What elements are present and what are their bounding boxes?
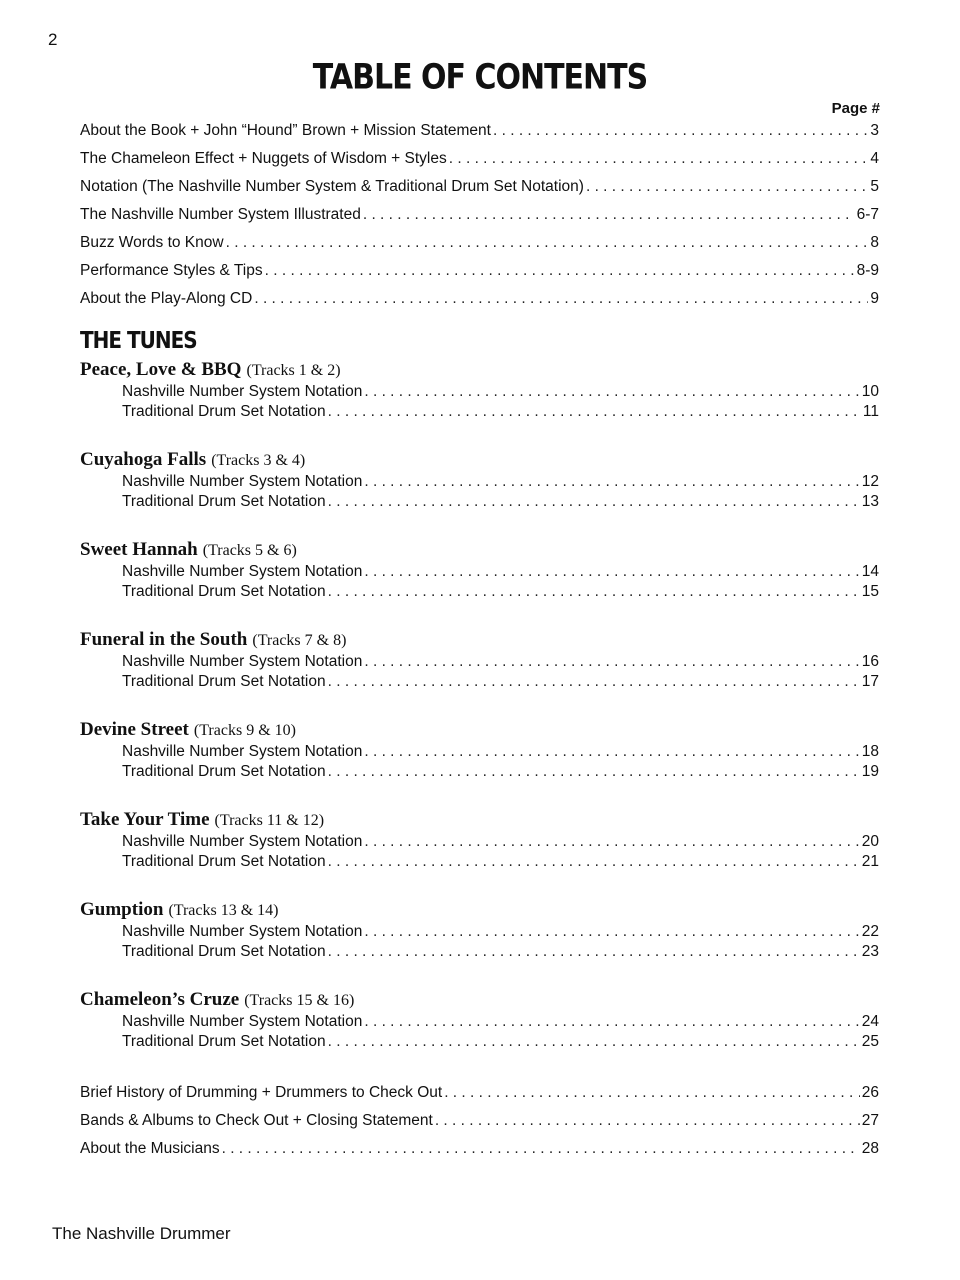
leader-dots [444, 1084, 860, 1102]
toc-entry[interactable] [80, 672, 879, 692]
toc-entry[interactable] [80, 942, 879, 962]
tune-name: Sweet Hannah [80, 539, 198, 560]
toc-entry-label: About the Book + John “Hound” Brown + Mission Statement [80, 122, 491, 139]
leader-dots [328, 402, 861, 422]
tune-name: Take Your Time [80, 809, 210, 830]
toc-entry[interactable] [80, 922, 879, 942]
tunes-section-title: THE TUNES [80, 326, 197, 354]
leader-dots [328, 582, 860, 602]
tune-name: Chameleon’s Cruze [80, 989, 240, 1010]
tune-heading [80, 718, 879, 742]
toc-entry[interactable] [80, 582, 879, 602]
toc-entry-label: Buzz Words to Know [80, 234, 224, 251]
toc-entry-page: 15 [861, 583, 879, 600]
tune-tracks: (Tracks 1 & 2) [246, 362, 341, 379]
tune-tracks: (Tracks 15 & 16) [244, 992, 355, 1009]
leader-dots [449, 150, 869, 168]
tune-heading [80, 808, 879, 832]
toc-entry[interactable] [80, 492, 879, 512]
tune-heading [80, 448, 879, 472]
toc-entry-page: 12 [861, 473, 879, 490]
toc-entry-page: 6-7 [856, 206, 879, 223]
leader-dots [226, 234, 869, 252]
toc-entry-label: Nashville Number System Notation [122, 383, 363, 400]
toc-entry[interactable] [80, 762, 879, 782]
leader-dots [328, 942, 860, 962]
tune-name: Funeral in the South [80, 629, 248, 650]
toc-entry[interactable] [80, 178, 879, 196]
page-number: 2 [48, 30, 58, 49]
tune-heading [80, 898, 879, 922]
toc-entry-page: 5 [870, 178, 879, 195]
toc-entry-label: Performance Styles & Tips [80, 262, 263, 279]
toc-entry[interactable] [80, 1012, 879, 1032]
leader-dots [364, 832, 859, 852]
toc-entry-label: About the Musicians [80, 1140, 220, 1157]
toc-entry[interactable] [80, 262, 879, 280]
toc-entry-label: Nashville Number System Notation [122, 923, 363, 940]
toc-entry-page: 4 [870, 150, 879, 167]
toc-entry-label: Traditional Drum Set Notation [122, 943, 326, 960]
leader-dots [364, 382, 859, 402]
page-title: TABLE OF CONTENTS [312, 57, 648, 98]
tune-name: Gumption [80, 899, 164, 920]
toc-entry-label: Nashville Number System Notation [122, 563, 363, 580]
toc-entry-label: Nashville Number System Notation [122, 833, 363, 850]
tunes-toc-list [80, 358, 879, 1078]
toc-entry[interactable] [80, 1084, 879, 1102]
toc-entry-label: Traditional Drum Set Notation [122, 853, 326, 870]
tune-name: Cuyahoga Falls [80, 449, 207, 470]
leader-dots [364, 922, 859, 942]
toc-entry-page: 21 [861, 853, 879, 870]
tune-entry [80, 358, 879, 422]
toc-entry-page: 19 [861, 763, 879, 780]
leader-dots [363, 206, 855, 224]
leader-dots [364, 1012, 859, 1032]
toc-entry[interactable] [80, 652, 879, 672]
toc-entry-label: The Nashville Number System Illustrated [80, 206, 361, 223]
toc-entry[interactable] [80, 1140, 879, 1158]
tune-tracks: (Tracks 9 & 10) [193, 722, 296, 739]
toc-entry[interactable] [80, 234, 879, 252]
toc-entry-label: Nashville Number System Notation [122, 1013, 363, 1030]
toc-entry-page: 26 [861, 1084, 879, 1101]
toc-entry-label: Traditional Drum Set Notation [122, 403, 326, 420]
tune-name: Peace, Love & BBQ [80, 359, 242, 380]
page-column-label: Page # [831, 100, 880, 117]
leader-dots [328, 852, 860, 872]
toc-entry-page: 22 [861, 923, 879, 940]
leader-dots [364, 652, 859, 672]
toc-entry-page: 16 [861, 653, 879, 670]
toc-entry-page: 8-9 [856, 262, 879, 279]
tune-tracks: (Tracks 11 & 12) [214, 812, 325, 829]
toc-entry-page: 28 [861, 1140, 879, 1157]
tune-heading [80, 628, 879, 652]
tune-tracks: (Tracks 7 & 8) [252, 632, 347, 649]
tune-heading [80, 538, 879, 562]
tune-entry [80, 808, 879, 872]
toc-entry[interactable] [80, 832, 879, 852]
toc-entry-page: 24 [861, 1013, 879, 1030]
toc-entry-page: 3 [870, 122, 879, 139]
toc-entry-page: 27 [861, 1112, 879, 1129]
tune-name: Devine Street [80, 719, 189, 740]
tune-heading [80, 988, 879, 1012]
tune-tracks: (Tracks 5 & 6) [202, 542, 297, 559]
toc-entry-label: Notation (The Nashville Number System & Traditional Drum Set Notation) [80, 178, 584, 195]
toc-entry-label: Traditional Drum Set Notation [122, 583, 326, 600]
toc-entry-page: 9 [870, 290, 879, 307]
closing-toc-list [80, 1084, 879, 1168]
toc-entry-label: Nashville Number System Notation [122, 653, 363, 670]
toc-entry[interactable] [80, 402, 879, 422]
toc-entry-label: Traditional Drum Set Notation [122, 673, 326, 690]
tune-tracks: (Tracks 3 & 4) [211, 452, 306, 469]
toc-entry[interactable] [80, 852, 879, 872]
tune-entry [80, 538, 879, 602]
toc-entry[interactable] [80, 382, 879, 402]
toc-entry-label: About the Play-Along CD [80, 290, 253, 307]
toc-entry[interactable] [80, 562, 879, 582]
tune-heading [80, 358, 879, 382]
tune-entry [80, 628, 879, 692]
toc-entry-label: Nashville Number System Notation [122, 743, 363, 760]
leader-dots [586, 178, 868, 196]
tune-entry [80, 448, 879, 512]
toc-entry-label: Bands & Albums to Check Out + Closing Statement [80, 1112, 433, 1129]
leader-dots [254, 290, 868, 308]
toc-entry[interactable] [80, 742, 879, 762]
toc-entry-label: Traditional Drum Set Notation [122, 493, 326, 510]
toc-entry-page: 10 [861, 383, 879, 400]
toc-entry-page: 18 [861, 743, 879, 760]
intro-toc-list [80, 122, 879, 318]
toc-entry-label: Brief History of Drumming + Drummers to Check Out [80, 1084, 443, 1101]
toc-entry-page: 13 [861, 493, 879, 510]
toc-entry-page: 25 [861, 1033, 879, 1050]
leader-dots [364, 472, 859, 492]
leader-dots [265, 262, 855, 280]
tune-entry [80, 898, 879, 962]
toc-entry-label: Traditional Drum Set Notation [122, 1033, 326, 1050]
toc-entry-page: 20 [861, 833, 879, 850]
leader-dots [328, 762, 860, 782]
tune-tracks: (Tracks 13 & 14) [168, 902, 279, 919]
toc-entry[interactable] [80, 206, 879, 224]
toc-entry[interactable] [80, 472, 879, 492]
tune-entry [80, 718, 879, 782]
toc-entry[interactable] [80, 1032, 879, 1052]
toc-entry[interactable] [80, 290, 879, 308]
leader-dots [328, 672, 860, 692]
leader-dots [493, 122, 868, 140]
toc-entry-page: 23 [861, 943, 879, 960]
leader-dots [435, 1112, 860, 1130]
toc-entry-page: 17 [861, 673, 879, 690]
toc-entry-label: Nashville Number System Notation [122, 473, 363, 490]
toc-entry-page: 8 [870, 234, 879, 251]
leader-dots [328, 492, 860, 512]
toc-entry[interactable] [80, 1112, 879, 1130]
footer-book-title: The Nashville Drummer [52, 1224, 231, 1243]
leader-dots [364, 742, 859, 762]
toc-entry-label: Traditional Drum Set Notation [122, 763, 326, 780]
leader-dots [222, 1140, 860, 1158]
tune-entry [80, 988, 879, 1052]
toc-entry-page: 14 [861, 563, 879, 580]
toc-entry[interactable] [80, 150, 879, 168]
toc-entry-page: 11 [862, 403, 879, 420]
toc-entry-label: The Chameleon Effect + Nuggets of Wisdom + Styles [80, 150, 447, 167]
leader-dots [364, 562, 859, 582]
toc-entry[interactable] [80, 122, 879, 140]
leader-dots [328, 1032, 860, 1052]
